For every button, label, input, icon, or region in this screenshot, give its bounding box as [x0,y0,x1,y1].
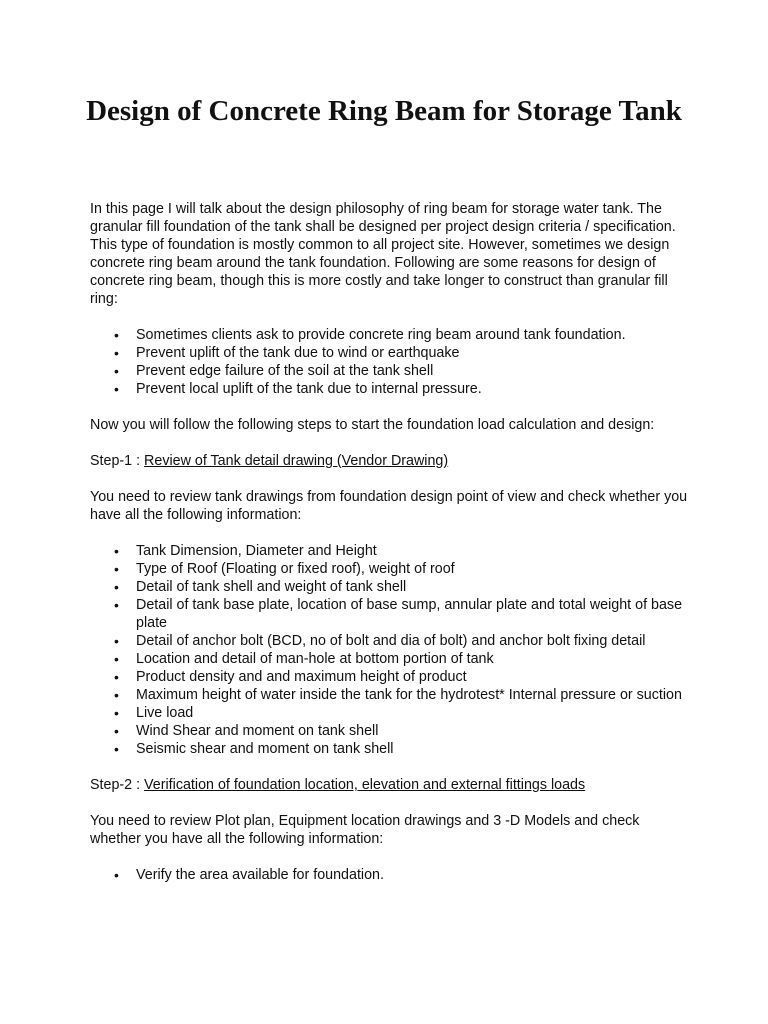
document-title: Design of Concrete Ring Beam for Storage Tank [86,95,682,127]
bullet-icon: • [114,723,119,739]
step2-title: Verification of foundation location, elevation and external fittings loads [144,777,586,793]
step2-list [90,866,690,884]
bullet-icon: • [114,705,119,721]
bullet-icon: • [114,633,119,649]
bullet-icon: • [114,327,119,343]
document-body [90,200,690,902]
intro-paragraph: In this page I will talk about the design philosophy of ring beam for storage water tank. The granular fill foundation of the tank shall be designed per project design criteria / specification. This type of foundation is mostly common to all project site. However, sometimes we design concrete ring beam around the tank foundation. Following are some reasons for design of concrete ring beam, though this is more costly and take longer to construct than granular fill ring: [90,201,676,307]
list-item: • Location and detail of man-hole at bottom portion of tank [114,651,494,667]
list-item: • Detail of tank base plate, location of base sump, annular plate and total weight of base plate [114,597,683,631]
step1-list [90,542,690,758]
bullet-icon: • [114,669,119,685]
list-item: • Prevent local uplift of the tank due to internal pressure. [114,381,482,397]
list-item: • Product density and and maximum height of product [114,669,467,685]
step2-paragraph: You need to review Plot plan, Equipment location drawings and 3 -D Models and check whether you have all the following information: [90,813,640,847]
list-item: • Tank Dimension, Diameter and Height [114,543,377,559]
step2-heading: Step-2 : Verification of foundation location, elevation and external fittings loads [90,777,586,793]
list-item: • Prevent edge failure of the soil at the tank shell [114,363,434,379]
steps-intro-paragraph: Now you will follow the following steps to start the foundation load calculation and design: [90,417,655,433]
list-item: • Wind Shear and moment on tank shell [114,723,379,739]
list-item: • Prevent uplift of the tank due to wind or earthquake [114,345,460,361]
list-item: • Live load [114,705,194,721]
list-item: • Maximum height of water inside the tank for the hydrotest* Internal pressure or suction [114,687,682,703]
step1-title: Review of Tank detail drawing (Vendor Drawing) [144,453,449,469]
bullet-icon: • [114,597,119,613]
bullet-icon: • [114,687,119,703]
list-item: • Seismic shear and moment on tank shell [114,741,394,757]
bullet-icon: • [114,543,119,559]
bullet-icon: • [114,561,119,577]
list-item: • Detail of anchor bolt (BCD, no of bolt and dia of bolt) and anchor bolt fixing detail [114,633,646,649]
bullet-icon: • [114,579,119,595]
bullet-icon: • [114,867,119,883]
bullet-icon: • [114,363,119,379]
step1-heading: Step-1 : Review of Tank detail drawing (Vendor Drawing) [90,453,449,469]
bullet-icon: • [114,741,119,757]
bullet-icon: • [114,381,119,397]
step1-paragraph: You need to review tank drawings from foundation design point of view and check whether you have all the following information: [90,489,688,523]
list-item: • Type of Roof (Floating or fixed roof), weight of roof [114,561,455,577]
bullet-icon: • [114,345,119,361]
list-item: • Sometimes clients ask to provide concrete ring beam around tank foundation. [114,327,626,343]
list-item: • Verify the area available for foundation. [114,867,384,883]
list-item: • Detail of tank shell and weight of tank shell [114,579,407,595]
bullet-icon: • [114,651,119,667]
reasons-list [90,326,690,398]
